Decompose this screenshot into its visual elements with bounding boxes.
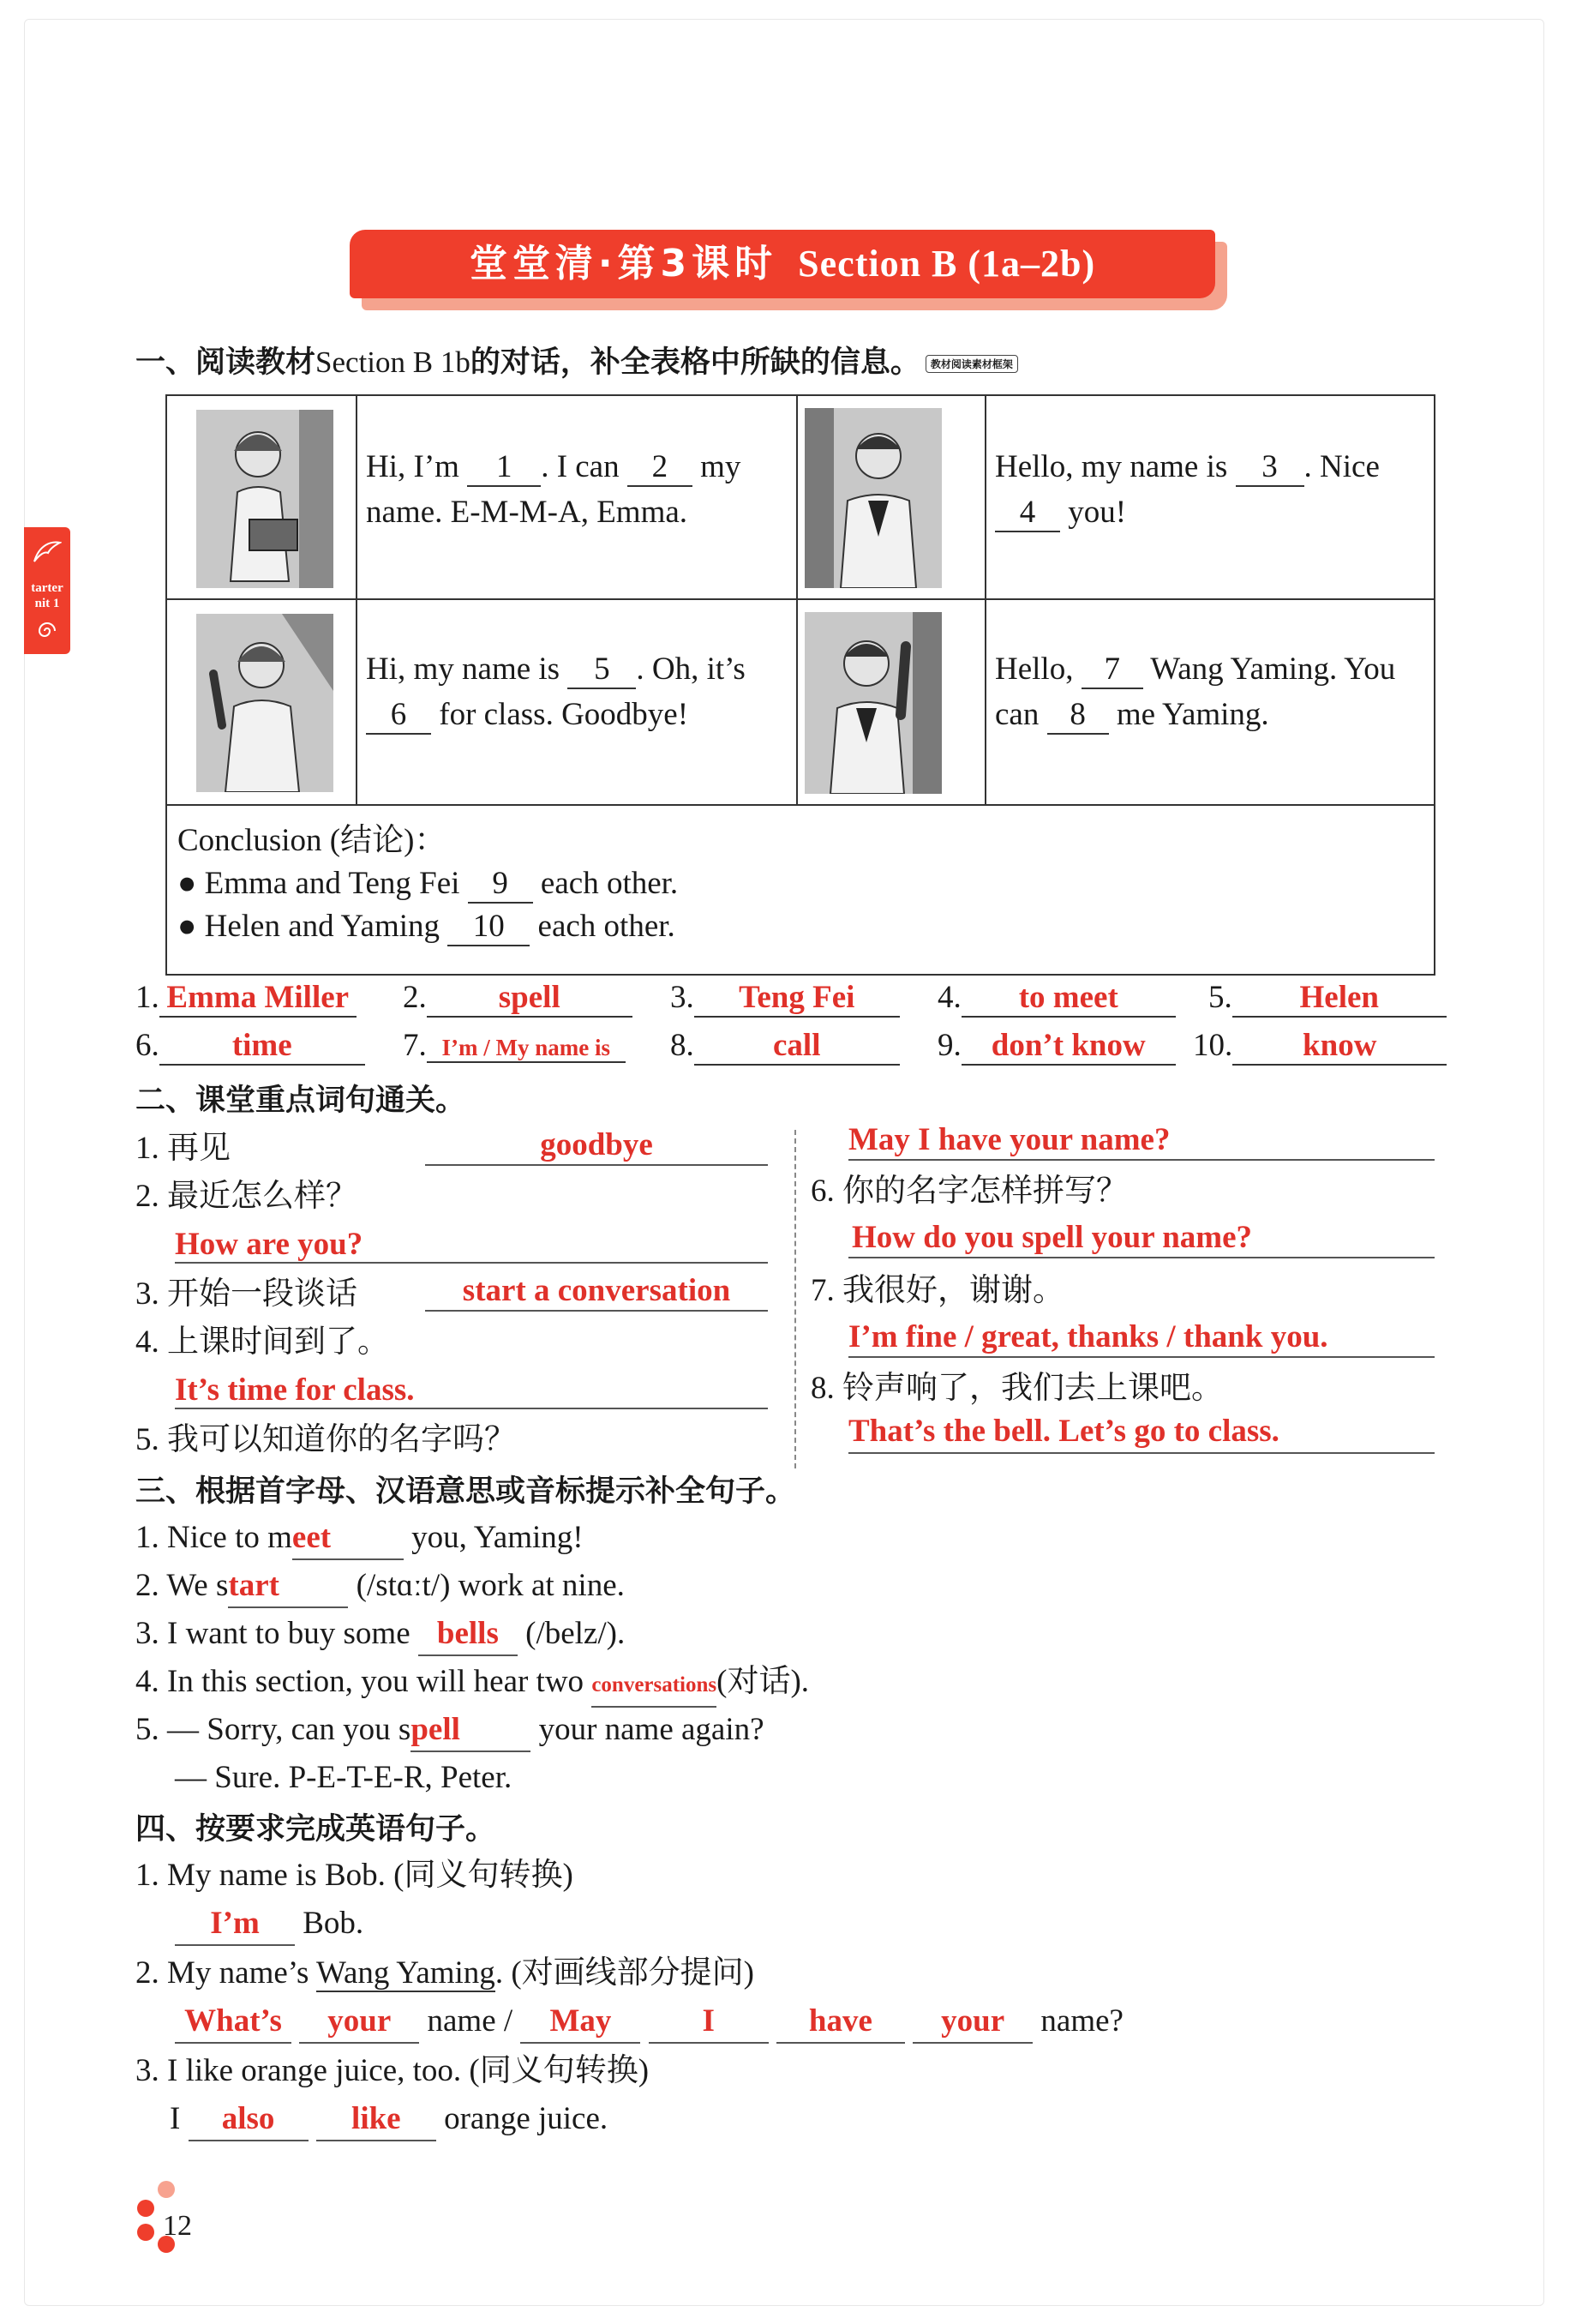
s3-item-5: 5. — Sorry, can you spell your name again?	[135, 1709, 764, 1752]
conclusion-item-1: ● Emma and Teng Fei 9 each other.	[177, 862, 678, 905]
answer-5: 5. Helen	[1208, 979, 1447, 1018]
s4-answer-1[interactable]: I’m	[175, 1903, 295, 1946]
s4-answer-3a[interactable]: also	[189, 2099, 309, 2141]
answer-8: 8. call	[670, 1027, 900, 1066]
answer-6: 6. time	[135, 1027, 365, 1066]
banner-title-cn: 堂堂清·第3课时	[469, 242, 778, 285]
decor-dot-1	[158, 2181, 175, 2198]
lesson-banner	[350, 230, 1224, 302]
column-divider	[794, 1130, 796, 1468]
answer-6-text[interactable]: time	[159, 1027, 365, 1066]
section1-heading-b: 的对话，补全表格中所缺的信息。	[470, 345, 920, 380]
s4-a1-line: I’m Bob.	[175, 1903, 363, 1946]
blank-1[interactable]: 1	[467, 449, 541, 487]
side-tab-line2: nit 1	[34, 597, 60, 610]
answer-9-text[interactable]: don’t know	[962, 1027, 1176, 1066]
s4-answer-2b[interactable]: your	[299, 2001, 419, 2044]
blank-8[interactable]: 8	[1047, 697, 1109, 735]
s3-item-5-reply: — Sure. P-E-T-E-R, Peter.	[175, 1760, 512, 1795]
conclusion-item-2: ● Helen and Yaming 10 each other.	[177, 905, 678, 948]
reading-frame-tag: 教材阅读素材框架	[926, 355, 1018, 373]
s2-a2[interactable]: How are you?	[175, 1227, 363, 1262]
s4-answer-2d[interactable]: I	[649, 2001, 769, 2044]
answer-2: 2. spell	[403, 979, 632, 1018]
cell-tengfei-text: Hello, my name is 3 . Nice 4 you!	[995, 444, 1380, 535]
blank-7[interactable]: 7	[1082, 652, 1143, 689]
section1-heading-en: Section B 1b	[315, 345, 470, 379]
s4-a3-line: I also like orange juice.	[170, 2099, 608, 2141]
cell-helen-text: Hi, my name is 5 . Oh, it’s 6 for class. Goodbye!	[366, 646, 746, 737]
s4-answer-2a[interactable]: What’s	[175, 2001, 291, 2044]
answer-8-text[interactable]: call	[694, 1027, 900, 1066]
s2-a4[interactable]: It’s time for class.	[175, 1372, 415, 1408]
answer-7: 7. I’m / My name is	[403, 1027, 626, 1064]
s4-q2: 2. My name’s Wang Yaming. (对画线部分提问)	[135, 1955, 754, 1991]
side-tab-line1: tarter	[31, 581, 63, 595]
emma-picture	[196, 410, 333, 588]
answer-4-text[interactable]: to meet	[962, 979, 1176, 1018]
section1-heading-a: 一、阅读教材	[135, 345, 316, 380]
conclusion-label: Conclusion (结论)：	[177, 823, 446, 858]
s4-q2-underlined: Wang Yaming	[316, 1955, 495, 1991]
blank-3[interactable]: 3	[1236, 449, 1304, 487]
answer-4: 4. to meet	[938, 979, 1176, 1018]
blank-6[interactable]: 6	[366, 697, 431, 735]
s2-q4: 4. 上课时间到了。	[135, 1324, 389, 1360]
s4-answer-2f[interactable]: your	[913, 2001, 1033, 2044]
s3-answer-3[interactable]: bells	[418, 1613, 518, 1656]
banner-title-en: Section B (1a–2b)	[798, 243, 1096, 285]
decor-dot-3	[137, 2224, 154, 2241]
section4-heading: 四、按要求完成英语句子。	[135, 1812, 496, 1847]
wing-icon	[33, 539, 62, 565]
answer-10: 10. know	[1193, 1027, 1447, 1066]
s2-a1[interactable]: goodbye	[540, 1127, 653, 1162]
s3-answer-1[interactable]: eet	[292, 1517, 404, 1560]
answer-2-text[interactable]: spell	[427, 979, 632, 1018]
page-number: 12	[163, 2210, 192, 2242]
s3-item-4: 4. In this section, you will hear two conversations(对话).	[135, 1661, 809, 1708]
s2-q2: 2. 最近怎么样？	[135, 1179, 357, 1214]
s4-answer-2c[interactable]: May	[520, 2001, 640, 2044]
cell-yaming-text: Hello, 7 Wang Yaming. You can 8 me Yaming.	[995, 646, 1395, 737]
conclusion	[177, 820, 678, 948]
s2-q1: 1. 再见	[135, 1131, 231, 1166]
section3-heading: 三、根据首字母、汉语意思或音标提示补全句子。	[135, 1474, 796, 1509]
blank-2[interactable]: 2	[627, 449, 692, 487]
s2-q8: 8. 铃声响了，我们去上课吧。	[811, 1371, 1223, 1406]
answer-7-text[interactable]: I’m / My name is	[427, 1035, 626, 1063]
s2-q6: 6. 你的名字怎样拼写？	[811, 1174, 1128, 1209]
cell-emma-text: Hi, I’m 1 . I can 2 my name. E-M-M-A, Emma.	[366, 449, 741, 530]
s2-a7[interactable]: I’m fine / great, thanks / thank you.	[848, 1319, 1328, 1354]
reading-table	[165, 394, 1435, 976]
s2-a8[interactable]: That’s the bell. Let’s go to class.	[848, 1414, 1279, 1449]
s4-q1: 1. My name is Bob. (同义句转换)	[135, 1858, 573, 1893]
s4-q3: 3. I like orange juice, too. (同义句转换)	[135, 2053, 650, 2088]
s3-answer-5[interactable]: pell	[410, 1709, 530, 1752]
unit-side-tab	[24, 527, 70, 654]
answer-5-text[interactable]: Helen	[1232, 979, 1447, 1018]
decor-dot-2	[137, 2200, 154, 2217]
answer-1: 1. Emma Miller	[135, 979, 357, 1018]
answer-3: 3. Teng Fei	[670, 979, 900, 1018]
blank-5[interactable]: 5	[567, 652, 636, 689]
s4-answer-2e[interactable]: have	[776, 2001, 905, 2044]
s2-a6[interactable]: How do you spell your name?	[852, 1220, 1253, 1255]
blank-10[interactable]: 10	[447, 909, 530, 946]
section2-heading: 二、课堂重点词句通关。	[135, 1084, 466, 1118]
blank-9[interactable]: 9	[468, 866, 533, 904]
s3-item-3: 3. I want to buy some bells (/belz/).	[135, 1613, 625, 1656]
s3-answer-4[interactable]: conversations	[591, 1665, 716, 1708]
s2-a3[interactable]: start a conversation	[462, 1273, 731, 1308]
answer-9: 9. don’t know	[938, 1027, 1176, 1066]
blank-4[interactable]: 4	[995, 495, 1060, 532]
s2-q5: 5. 我可以知道你的名字吗？	[135, 1422, 516, 1457]
s4-a2-line: What’s your name / May I have your name?	[175, 2001, 1124, 2044]
answer-10-text[interactable]: know	[1232, 1027, 1447, 1066]
s3-item-2: 2. We start (/stɑːt/) work at nine.	[135, 1565, 625, 1608]
helen-picture	[196, 614, 333, 792]
swirl-icon	[36, 620, 58, 642]
tengfei-picture	[805, 408, 942, 588]
s2-a5[interactable]: May I have your name?	[848, 1122, 1171, 1157]
s3-item-1: 1. Nice to meet you, Yaming!	[135, 1517, 584, 1560]
answer-3-text[interactable]: Teng Fei	[694, 979, 900, 1018]
yaming-picture	[805, 612, 942, 794]
s2-q3: 3. 开始一段谈话	[135, 1276, 357, 1312]
section1-heading	[135, 339, 1018, 381]
s2-q7: 7. 我很好，谢谢。	[811, 1273, 1064, 1308]
answer-1-text[interactable]: Emma Miller	[159, 979, 357, 1018]
s4-answer-3b[interactable]: like	[316, 2099, 436, 2141]
s3-answer-2[interactable]: tart	[228, 1565, 348, 1608]
